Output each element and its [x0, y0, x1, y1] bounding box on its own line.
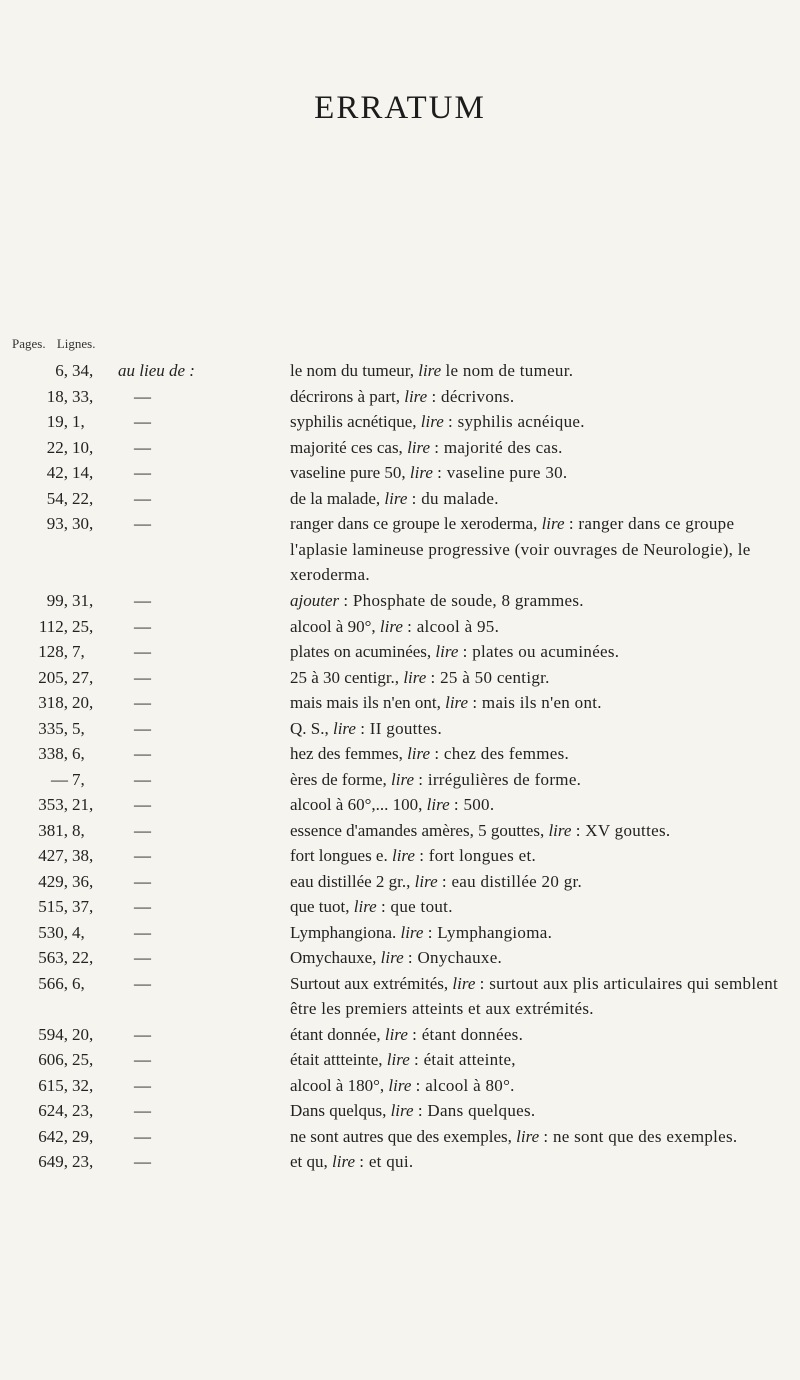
fixed-text: : chez des femmes.	[434, 744, 570, 763]
correction-text	[290, 1022, 790, 1048]
correction-text	[290, 945, 790, 971]
erratum-row	[0, 971, 800, 1022]
lire-label: lire	[388, 1075, 416, 1095]
correction-text	[290, 588, 790, 614]
erroneous-text: vaseline pure 50,	[290, 463, 410, 482]
erroneous-text: était attteinte,	[290, 1050, 387, 1069]
erratum-row	[0, 1098, 800, 1124]
erratum-row	[0, 460, 800, 486]
fixed-text: : était atteinte,	[414, 1050, 516, 1069]
erratum-row	[0, 1124, 800, 1150]
fixed-text: : 25 à 50 centigr.	[430, 667, 550, 687]
page-number: 649,	[38, 1152, 68, 1171]
correction-text	[290, 1149, 790, 1175]
line-number: 4,	[72, 922, 85, 942]
lire-label: lire	[390, 1101, 418, 1120]
fixed-text: : alcool à 80°.	[415, 1075, 515, 1095]
line-number: 25,	[72, 616, 94, 636]
marker: —	[134, 948, 151, 967]
marker: —	[134, 616, 151, 636]
line-number: 33,	[72, 386, 94, 406]
page-number: 99,	[46, 591, 68, 610]
line-number: 21,	[72, 795, 94, 814]
erratum-row	[0, 920, 800, 946]
erroneous-text: ne sont autres que des exemples,	[290, 1126, 517, 1146]
erratum-row	[0, 384, 800, 410]
lire-label: lire	[332, 718, 361, 738]
erratum-row	[0, 1149, 800, 1175]
marker: —	[134, 463, 151, 482]
lire-label: lire	[407, 437, 435, 457]
lire-label: lire	[420, 412, 449, 431]
fixed-text: : eau distillée 20 gr.	[441, 871, 583, 891]
correction-text	[290, 1073, 790, 1099]
erroneous-text: de la malade,	[290, 488, 385, 508]
correction-text	[290, 435, 790, 461]
line-number: 14,	[72, 463, 94, 482]
fixed-text: : Dans quelques.	[417, 1101, 536, 1120]
page-title: ERRATUM	[314, 90, 486, 126]
page-number: 427,	[38, 846, 68, 865]
lire-label: lire	[379, 616, 408, 636]
erratum-row	[0, 767, 800, 793]
fixed-text: : majorité des cas.	[434, 437, 563, 457]
erroneous-text: ajouter	[290, 591, 344, 610]
erroneous-text: 25 à 30 centigr.,	[290, 667, 404, 687]
line-number: 34,	[72, 361, 94, 380]
lire-label: lire	[380, 948, 408, 967]
correction-text	[290, 894, 790, 920]
marker: —	[134, 718, 151, 738]
erratum-row	[0, 588, 800, 614]
marker: au lieu de :	[118, 361, 195, 380]
correction-text	[290, 843, 790, 869]
marker: —	[134, 514, 151, 533]
line-number: 10,	[72, 437, 94, 457]
erroneous-text: étant donnée,	[290, 1024, 385, 1044]
fixed-text: le nom de tumeur.	[445, 361, 574, 380]
lire-label: lire	[516, 1126, 544, 1146]
marker: —	[134, 1024, 151, 1044]
correction-text	[290, 690, 790, 716]
page-number: 338,	[38, 744, 68, 763]
page-number: 6,	[55, 361, 68, 380]
correction-text	[290, 358, 790, 384]
marker: —	[134, 820, 151, 840]
erratum-row	[0, 818, 800, 844]
erroneous-text: plates on acuminées,	[290, 642, 436, 661]
marker: —	[134, 871, 151, 891]
page-number: 42,	[46, 463, 68, 482]
page-number: 594,	[38, 1024, 68, 1044]
correction-text	[290, 971, 790, 1022]
fixed-text: : irrégulières de forme.	[418, 769, 582, 789]
marker: —	[134, 437, 151, 457]
fixed-text: : 500.	[453, 795, 495, 814]
erratum-row	[0, 869, 800, 895]
lire-label: lire	[384, 1024, 413, 1044]
marker: —	[134, 667, 151, 687]
line-number: 22,	[72, 948, 94, 967]
line-number: 23,	[72, 1152, 94, 1171]
lire-label: lire	[391, 769, 419, 789]
line-number: 7,	[72, 642, 85, 661]
erratum-row	[0, 1073, 800, 1099]
marker: —	[134, 386, 151, 406]
erratum-row	[0, 690, 800, 716]
fixed-text: : alcool à 95.	[407, 616, 500, 636]
marker: —	[134, 642, 151, 661]
erroneous-text: et qu,	[290, 1152, 333, 1171]
marker: —	[134, 591, 151, 610]
lire-label: lire	[435, 642, 463, 661]
erroneous-text: majorité ces cas,	[290, 437, 408, 457]
page-number: 429,	[38, 871, 68, 891]
page-number: 205,	[38, 667, 68, 687]
erratum-row	[0, 792, 800, 818]
erroneous-text: hez des femmes,	[290, 744, 408, 763]
line-number: 25,	[72, 1050, 94, 1069]
lire-label: lire	[445, 693, 473, 712]
lire-label: lire	[426, 795, 454, 814]
correction-text	[290, 665, 790, 691]
fixed-text: : II gouttes.	[360, 718, 443, 738]
line-number: 36,	[72, 871, 94, 891]
marker: —	[134, 846, 151, 865]
lire-label: lire	[541, 514, 569, 533]
erroneous-text: que tuot,	[290, 897, 354, 916]
fixed-text: : ranger dans ce groupe l'aplasie lamineuse progressive (voir ouvrages de Neurologie), le xeroderma.	[290, 514, 751, 584]
erratum-row	[0, 843, 800, 869]
lire-label: lire	[332, 1152, 360, 1171]
fixed-text: : Onychauxe.	[407, 948, 503, 967]
marker: —	[134, 897, 151, 916]
page-number: 93,	[46, 514, 68, 533]
marker: —	[134, 922, 151, 942]
lire-label: lire	[391, 846, 420, 865]
page-number: 530,	[38, 922, 68, 942]
correction-text	[290, 511, 790, 588]
correction-text	[290, 384, 790, 410]
marker: —	[134, 488, 151, 508]
correction-text	[290, 486, 790, 512]
correction-text	[290, 639, 790, 665]
fixed-text: : et qui.	[359, 1152, 414, 1171]
erroneous-text: Q. S.,	[290, 718, 333, 738]
erratum-row	[0, 486, 800, 512]
line-number: 20,	[72, 1024, 94, 1044]
lire-label: lire	[418, 361, 446, 380]
erroneous-text: alcool à 90°,	[290, 616, 380, 636]
line-number: 6,	[72, 744, 85, 763]
line-number: 5,	[72, 718, 85, 738]
lire-label: lire	[353, 897, 381, 916]
correction-text	[290, 716, 790, 742]
erratum-row	[0, 511, 800, 588]
marker: —	[134, 1126, 151, 1146]
fixed-text: : Phosphate de soude, 8 grammes.	[343, 591, 584, 610]
line-number: 7,	[72, 769, 85, 789]
erroneous-text: eau distillée 2 gr.,	[290, 871, 415, 891]
erratum-row	[0, 945, 800, 971]
page-number: 18,	[46, 386, 68, 406]
page-number: 606,	[38, 1050, 68, 1069]
fixed-text: : mais ils n'en ont.	[472, 693, 602, 712]
fixed-text: : Lymphangioma.	[427, 922, 553, 942]
marker: —	[134, 973, 151, 993]
correction-text	[290, 1124, 790, 1150]
erroneous-text: ères de forme,	[290, 769, 392, 789]
correction-text	[290, 869, 790, 895]
fixed-text: : que tout.	[380, 897, 453, 916]
correction-text	[290, 792, 790, 818]
lire-label: lire	[403, 667, 431, 687]
line-number: 30,	[72, 514, 94, 533]
line-number: 29,	[72, 1126, 94, 1146]
line-number: 20,	[72, 693, 94, 712]
line-number: 37,	[72, 897, 94, 916]
correction-text	[290, 818, 790, 844]
page-number: 642,	[38, 1126, 68, 1146]
line-number: 22,	[72, 488, 94, 508]
correction-text	[290, 409, 790, 435]
page-number: 615,	[38, 1075, 68, 1095]
lire-label: lire	[409, 463, 438, 482]
fixed-text: : syphilis acnéique.	[448, 412, 585, 431]
line-number: 31,	[72, 591, 94, 610]
erratum-row	[0, 639, 800, 665]
page-number: 128,	[38, 642, 68, 661]
line-number: 1,	[72, 412, 85, 431]
fixed-text: : vaseline pure 30.	[437, 463, 568, 482]
lire-label: lire	[386, 1050, 414, 1069]
erroneous-text: alcool à 60°,... 100,	[290, 795, 427, 814]
page-number: 624,	[38, 1101, 68, 1120]
lire-label: lire	[404, 386, 432, 406]
correction-text	[290, 741, 790, 767]
erratum-row	[0, 741, 800, 767]
page-number: 112,	[38, 616, 68, 636]
marker: —	[134, 795, 151, 814]
marker: —	[134, 1101, 151, 1120]
erratum-row	[0, 1047, 800, 1073]
correction-text	[290, 1098, 790, 1124]
erroneous-text: le nom du tumeur,	[290, 361, 419, 380]
line-number: 27,	[72, 667, 94, 687]
correction-text	[290, 614, 790, 640]
page-number: 22,	[46, 437, 68, 457]
fixed-text: : ne sont que des exemples.	[543, 1126, 738, 1146]
page-number: —	[51, 769, 68, 789]
line-number: 32,	[72, 1075, 94, 1095]
marker: —	[134, 744, 151, 763]
lire-label: lire	[452, 973, 480, 993]
fixed-text: : plates ou acuminées.	[462, 642, 620, 661]
page-number: 566,	[38, 973, 68, 993]
erratum-row	[0, 435, 800, 461]
marker: —	[134, 1075, 151, 1095]
page-number: 353,	[38, 795, 68, 814]
erroneous-text: fort longues e.	[290, 846, 392, 865]
erratum-row	[0, 894, 800, 920]
marker: —	[134, 1050, 151, 1069]
marker: —	[134, 1152, 151, 1171]
column-header	[12, 336, 103, 352]
erroneous-text: syphilis acnétique,	[290, 412, 421, 431]
fixed-text: : XV gouttes.	[575, 820, 671, 840]
correction-text	[290, 1047, 790, 1073]
header-pages: Pages.	[12, 336, 46, 351]
errata-list	[0, 358, 800, 1175]
correction-text	[290, 460, 790, 486]
header-lignes: Lignes.	[56, 336, 96, 351]
lire-label: lire	[400, 922, 428, 942]
page-number: 515,	[38, 897, 68, 916]
erratum-row	[0, 716, 800, 742]
erroneous-text: mais mais ils n'en ont,	[290, 693, 446, 712]
page-number: 318,	[38, 693, 68, 712]
fixed-text: : du malade.	[411, 488, 499, 508]
erratum-row	[0, 1022, 800, 1048]
lire-label: lire	[548, 820, 576, 840]
erratum-row	[0, 614, 800, 640]
marker: —	[134, 412, 151, 431]
fixed-text: : surtout aux plis articulaires qui semblent être les premiers atteints et aux extrémités.	[290, 973, 779, 1018]
erratum-row	[0, 409, 800, 435]
lire-label: lire	[384, 488, 412, 508]
fixed-text: : décrivons.	[431, 386, 515, 406]
erroneous-text: Dans quelqus,	[290, 1101, 391, 1120]
lire-label: lire	[414, 871, 442, 891]
erroneous-text: alcool à 180°,	[290, 1075, 389, 1095]
page-number: 563,	[38, 948, 68, 967]
fixed-text: : étant données.	[412, 1024, 524, 1044]
erratum-row	[0, 665, 800, 691]
erroneous-text: essence d'amandes amères, 5 gouttes,	[290, 820, 549, 840]
page-number: 335,	[38, 718, 68, 738]
erroneous-text: Lymphangiona.	[290, 922, 401, 942]
erroneous-text: décrirons à part,	[290, 386, 405, 406]
page-number: 54,	[46, 488, 68, 508]
fixed-text: : fort longues et.	[419, 846, 537, 865]
page-number: 381,	[38, 820, 68, 840]
marker: —	[134, 693, 151, 712]
lire-label: lire	[407, 744, 435, 763]
line-number: 8,	[72, 820, 85, 840]
correction-text	[290, 767, 790, 793]
line-number: 6,	[72, 973, 85, 993]
erroneous-text: Surtout aux extrémités,	[290, 973, 453, 993]
correction-text	[290, 920, 790, 946]
line-number: 38,	[72, 846, 94, 865]
line-number: 23,	[72, 1101, 94, 1120]
erratum-row	[0, 358, 800, 384]
marker: —	[134, 769, 151, 789]
erroneous-text: Omychauxe,	[290, 948, 381, 967]
page-number: 19,	[46, 412, 68, 431]
erroneous-text: ranger dans ce groupe le xeroderma,	[290, 514, 542, 533]
